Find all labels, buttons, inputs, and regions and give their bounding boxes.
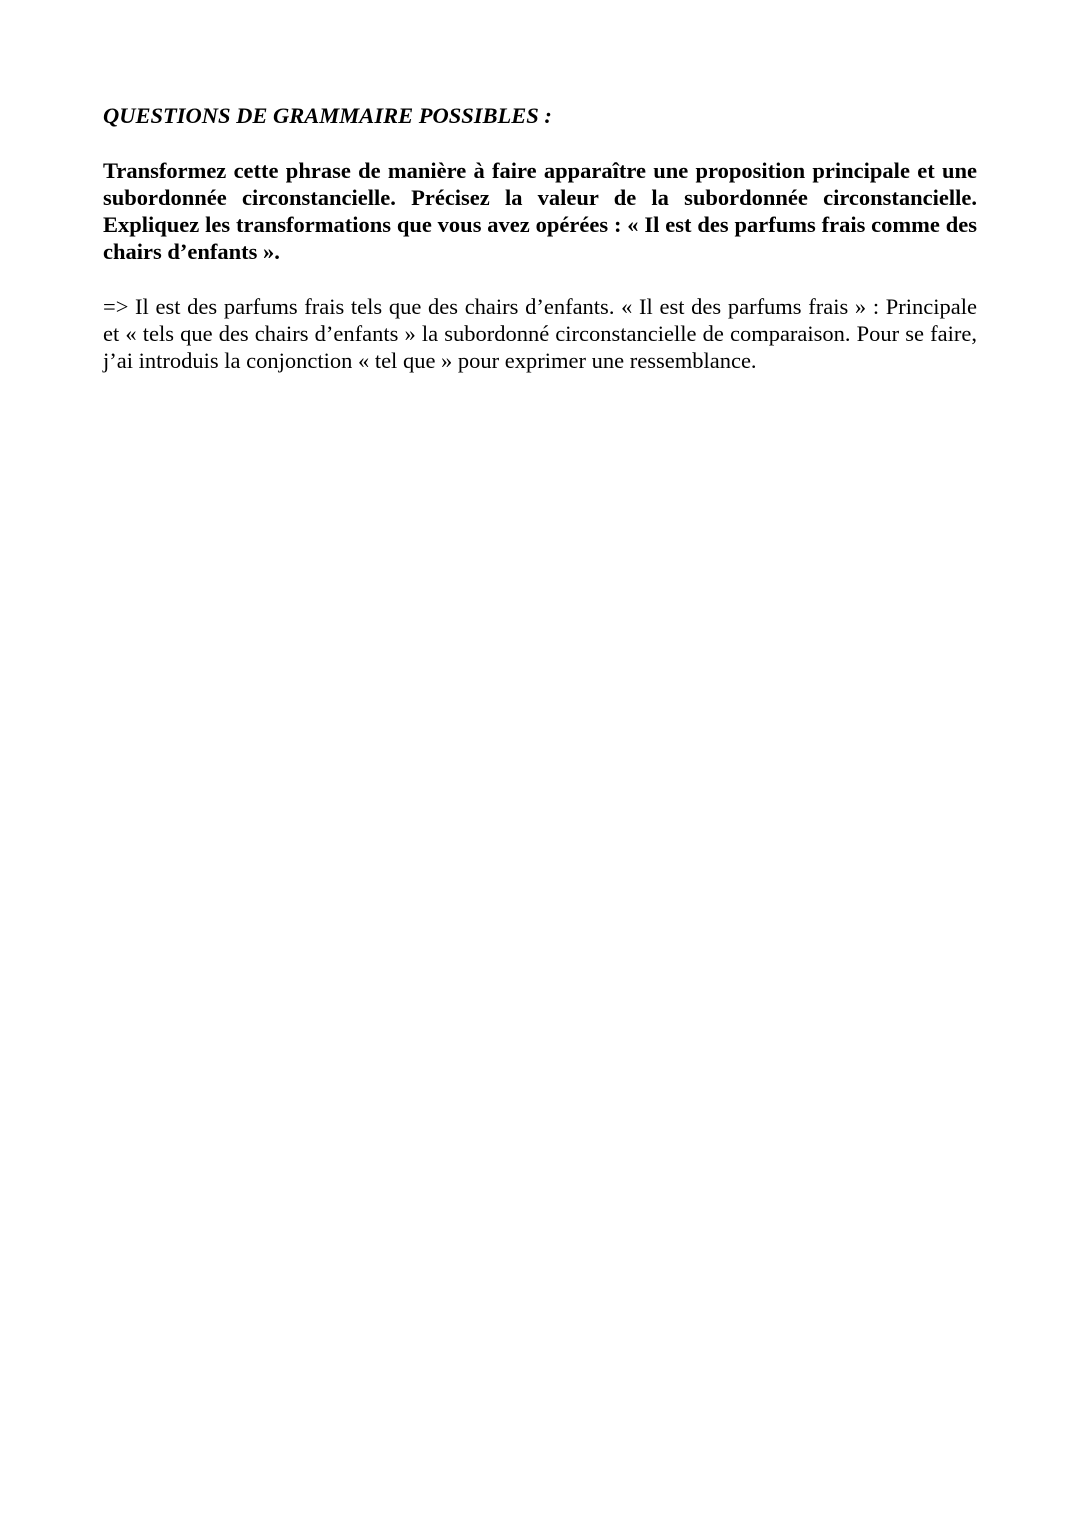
section-heading: QUESTIONS DE GRAMMAIRE POSSIBLES : [103,103,552,128]
grammar-answer: => Il est des parfums frais tels que des chairs d’enfants. « Il est des parfums frais » : Principale et « tels que des chairs d’enfants » la subordonné circonstancielle de comparaison. Pour se faire, j’ai introduis la conjonction « tel que » pour exprimer une ressemblance. [103,294,977,373]
grammar-question: Transformez cette phrase de manière à faire apparaître une proposition principale et une subordonnée circonstancielle. Précisez la valeur de la subordonnée circonstancielle. Expliquez les transformations que vous avez opérées : « Il est des parfums frais comme des chairs d’enfants ». [103,158,977,264]
